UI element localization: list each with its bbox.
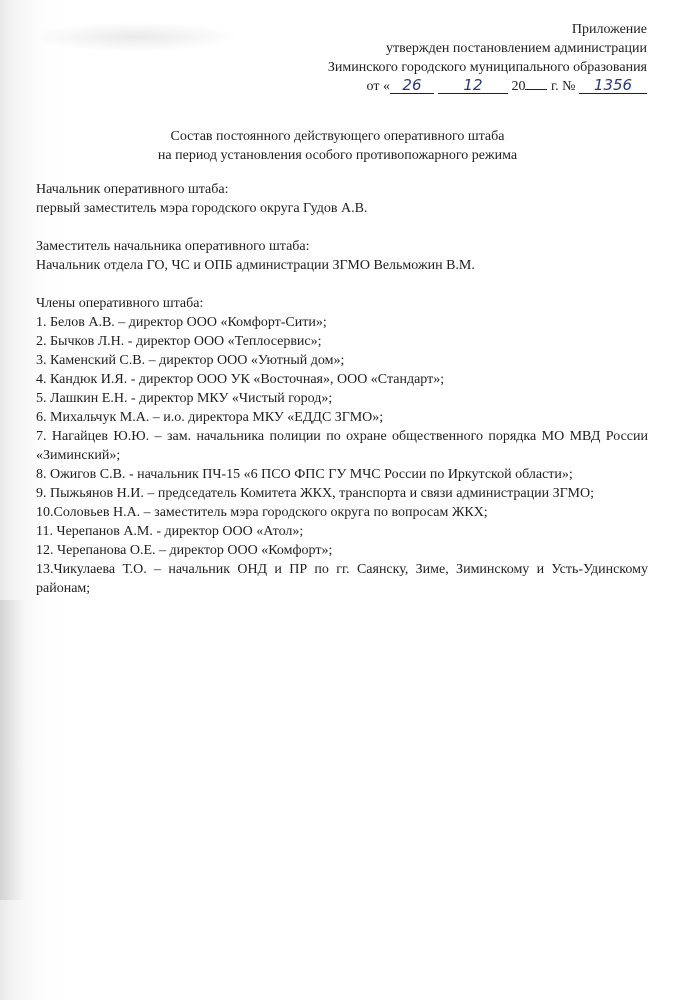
list-item: 11. Черепанов А.М. - директор ООО «Атол»; bbox=[36, 524, 304, 539]
document-title bbox=[0, 127, 675, 165]
deputy-person: Начальник отдела ГО, ЧС и ОПБ администрации ЗГМО Вельможин В.М. bbox=[36, 258, 475, 273]
date-prefix: от « bbox=[366, 79, 390, 94]
number-prefix: г. № bbox=[550, 79, 576, 94]
list-item: 8. Ожигов С.В. - начальник ПЧ-15 «6 ПСО ФПС ГУ МЧС России по Иркутской области»; bbox=[36, 467, 573, 482]
appendix-header bbox=[227, 20, 647, 96]
title-line-1: Состав постоянного действующего оперативного штаба bbox=[170, 129, 505, 144]
document-body bbox=[36, 180, 648, 598]
list-item: 6. Михальчук М.А. – и.о. директора МКУ «ЕДДС ЗГМО»; bbox=[36, 410, 384, 425]
list-item: 1. Белов А.В. – директор ООО «Комфорт-Сити»; bbox=[36, 315, 327, 330]
list-item: 7. Нагайцев Ю.Ю. – зам. начальника полиции по охране общественного порядка МО МВД России «Зиминский»; bbox=[36, 429, 648, 463]
year-prefix: 20 bbox=[511, 79, 526, 94]
approval-line: утвержден постановлением администрации bbox=[386, 41, 647, 56]
list-item: 5. Лашкин Е.Н. - директор МКУ «Чистый город»; bbox=[36, 391, 333, 406]
head-label: Начальник оперативного штаба: bbox=[36, 182, 229, 197]
title-line-2: на период установления особого противопожарного режима bbox=[157, 148, 518, 163]
scan-shadow bbox=[30, 22, 240, 52]
members-label: Члены оперативного штаба: bbox=[36, 296, 204, 311]
appendix-label: Приложение bbox=[571, 22, 647, 37]
list-item: 9. Пыжьянов Н.И. – председатель Комитета ЖКХ, транспорта и связи администрации ЗГМО; bbox=[36, 486, 594, 501]
head-person: первый заместитель мэра городского округа Гудов А.В. bbox=[36, 201, 368, 216]
year-blank bbox=[525, 89, 547, 90]
list-item: 3. Каменский С.В. – директор ООО «Уютный дом»; bbox=[36, 353, 345, 368]
list-item: 12. Черепанова О.Е. – директор ООО «Комфорт»; bbox=[36, 543, 333, 558]
scan-shadow bbox=[0, 600, 25, 900]
handwritten-day: 26 bbox=[390, 77, 434, 94]
deputy-label: Заместитель начальника оперативного штаба: bbox=[36, 239, 310, 254]
decree-date-number bbox=[227, 77, 647, 96]
list-item: 4. Кандюк И.Я. - директор ООО УК «Восточная», ООО «Стандарт»; bbox=[36, 372, 445, 387]
list-item: 2. Бычков Л.Н. - директор ООО «Теплосервис»; bbox=[36, 334, 322, 349]
handwritten-number: 1356 bbox=[579, 77, 647, 94]
municipality-line: Зиминского городского муниципального образования bbox=[327, 60, 647, 75]
handwritten-month: 12 bbox=[438, 77, 508, 94]
list-item: 13.Чикулаева Т.О. – начальник ОНД и ПР по гг. Саянску, Зиме, Зиминскому и Усть-Удинскому районам; bbox=[36, 562, 648, 596]
list-item: 10.Соловьев Н.А. – заместитель мэра городского округа по вопросам ЖКХ; bbox=[36, 505, 488, 520]
